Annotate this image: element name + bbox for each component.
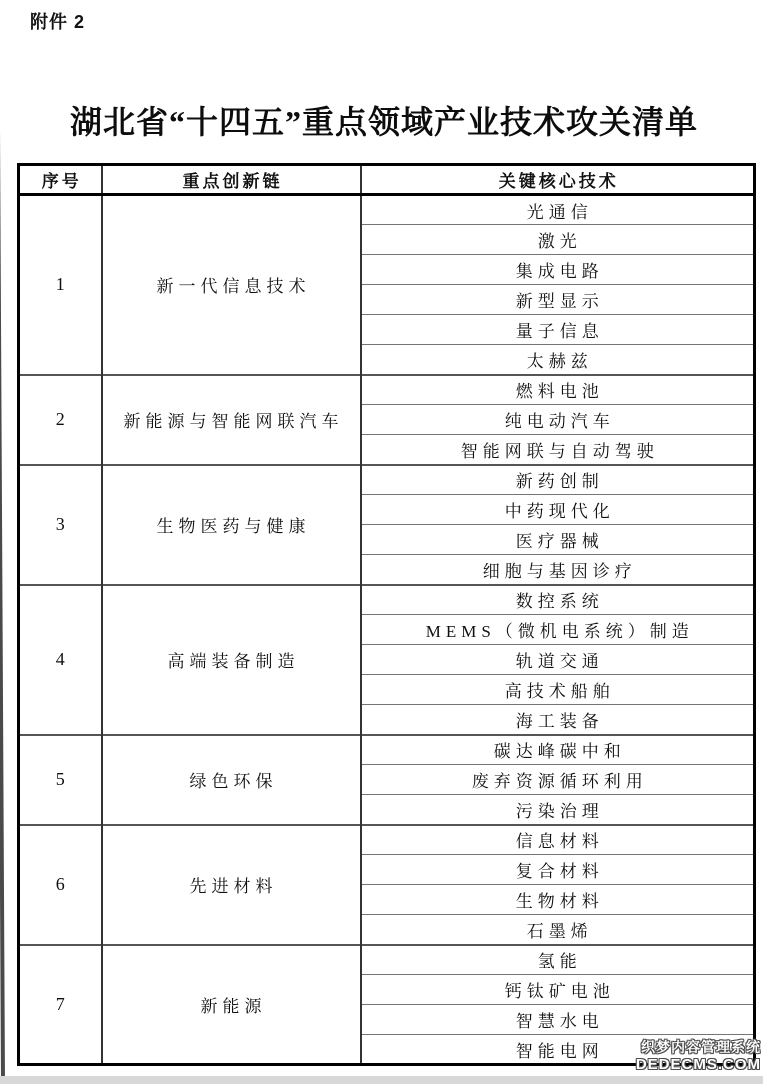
table-row: [19, 735, 755, 765]
cell-key-technology: 石墨烯: [361, 915, 755, 945]
cell-serial-number: 5: [19, 735, 102, 825]
cell-serial-number: 1: [19, 195, 102, 375]
cell-key-technology: 细胞与基因诊疗: [361, 555, 755, 585]
cell-key-technology: 新型显示: [361, 285, 755, 315]
header-key-technology: 关键核心技术: [361, 165, 755, 195]
watermark-domain: DEDECMS.COM: [635, 1055, 761, 1073]
cell-key-technology: 废弃资源循环利用: [361, 765, 755, 795]
cell-serial-number: 3: [19, 465, 102, 585]
cell-key-technology: 中药现代化: [361, 495, 755, 525]
cell-key-technology: 复合材料: [361, 855, 755, 885]
document-title: 湖北省“十四五”重点领域产业技术攻关清单: [69, 104, 698, 140]
cell-key-technology: 信息材料: [361, 825, 755, 855]
page-edge-shadow-bottom: [0, 1076, 763, 1084]
cell-key-technology: 太赫兹: [361, 345, 755, 375]
cell-innovation-chain: 高端装备制造: [102, 585, 361, 735]
cell-innovation-chain: 新能源: [102, 945, 361, 1065]
watermark: [636, 1039, 761, 1074]
cell-serial-number: 4: [19, 585, 102, 735]
cell-key-technology: 智能网联与自动驾驶: [361, 435, 755, 465]
cell-key-technology: 新药创制: [361, 465, 755, 495]
page-edge-shadow-left: [0, 9, 5, 1084]
cell-key-technology: 智能电网: [361, 1035, 755, 1065]
cell-key-technology: 量子信息: [361, 315, 755, 345]
cell-serial-number: 6: [19, 825, 102, 945]
cell-serial-number: 7: [19, 945, 102, 1065]
table-row: [19, 465, 755, 495]
cell-key-technology: 生物材料: [361, 885, 755, 915]
cell-key-technology: 智慧水电: [361, 1005, 755, 1035]
table-row: [19, 585, 755, 615]
cell-key-technology: 集成电路: [361, 255, 755, 285]
header-innovation-chain: 重点创新链: [102, 165, 361, 195]
cell-key-technology: 燃料电池: [361, 375, 755, 405]
cell-key-technology: 医疗器械: [361, 525, 755, 555]
cell-key-technology: 高技术船舶: [361, 675, 755, 705]
cell-key-technology: 钙钛矿电池: [361, 975, 755, 1005]
table-row: [19, 945, 755, 975]
cell-key-technology: MEMS（微机电系统）制造: [361, 615, 755, 645]
cell-key-technology: 纯电动汽车: [361, 405, 755, 435]
table-row: [19, 825, 755, 855]
table-body: [19, 195, 755, 1065]
cell-key-technology: 氢能: [361, 945, 755, 975]
cell-key-technology: 碳达峰碳中和: [361, 735, 755, 765]
cell-innovation-chain: 新一代信息技术: [102, 195, 361, 375]
watermark-text-cn: 织梦内容管理系统: [641, 1039, 761, 1055]
technology-table: [17, 163, 756, 1066]
header-serial-number: 序号: [19, 165, 102, 195]
cell-innovation-chain: 先进材料: [102, 825, 361, 945]
attachment-label: 附件 2: [30, 12, 86, 32]
cell-key-technology: 轨道交通: [361, 645, 755, 675]
cell-key-technology: 污染治理: [361, 795, 755, 825]
cell-key-technology: 激光: [361, 225, 755, 255]
cell-serial-number: 2: [19, 375, 102, 465]
table-row: [19, 195, 755, 225]
cell-key-technology: 光通信: [361, 195, 755, 225]
cell-innovation-chain: 绿色环保: [102, 735, 361, 825]
table-header-row: [19, 165, 755, 195]
cell-key-technology: 海工装备: [361, 705, 755, 735]
table-row: [19, 375, 755, 405]
cell-innovation-chain: 生物医药与健康: [102, 465, 361, 585]
cell-key-technology: 数控系统: [361, 585, 755, 615]
cell-innovation-chain: 新能源与智能网联汽车: [102, 375, 361, 465]
